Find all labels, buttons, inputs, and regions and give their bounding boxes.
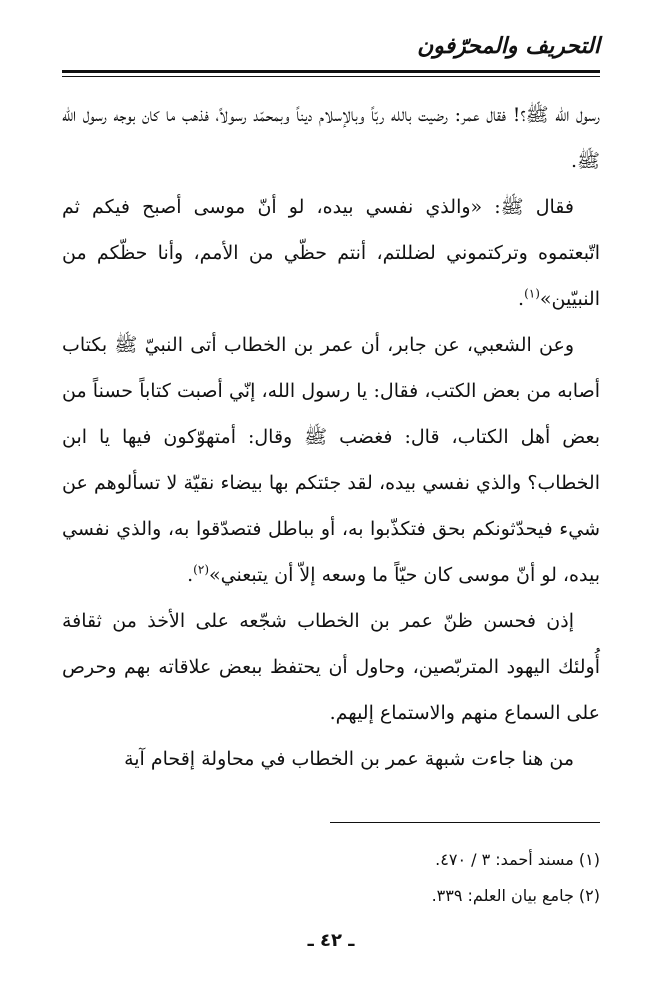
- footnote: (٢) جامع بيان العلم: ٣٣٩.: [431, 886, 600, 905]
- paragraph-text: فقال ﷺ: «والذي نفسي بيده، لو أنّ موسى أصبح فيكم ثم اتّبعتموه وتركتموني لضللتم، أنتم حظّي من الأمم، وأنا حظّكم من النبيّين»: [62, 196, 600, 310]
- footnote-ref: (١): [524, 286, 540, 301]
- paragraph-text: وعن الشعبي، عن جابر، أن عمر بن الخطاب أتى النبيّ ﷺ بكتاب أصابه من بعض الكتب، فقال: يا رسول الله، إنّي أصبت كتاباً حسناً من بعض أهل الكتاب، قال: فغضب ﷺ وقال: أمتهوّكون فيها يا ابن الخطاب؟ والذي نفسي بيده، لقد جئتكم بها بيضاء نقيّة لا تسألوهم عن شيء فيحدّثونكم بحق فتكذّبوا به، أو بباطل فتصدّقوا به، والذي نفسي بيده، لو أنّ موسى كان حيّاً ما وسعه إلاّ أن يتبعني»: [62, 334, 600, 586]
- footnote-rule: [330, 822, 600, 823]
- paragraph-text: إذن فحسن ظنّ عمر بن الخطاب شجّعه على الأخذ من ثقافة أُولئك اليهود المتربّصين، وحاول أن يحتفظ ببعض علاقاته بهم وحرص على السماع منهم والاستماع إليهم.: [62, 610, 600, 724]
- paragraph-text: من هنا جاءت شبهة عمر بن الخطاب في محاولة إقحام آية: [124, 748, 574, 770]
- paragraph: [62, 598, 600, 736]
- paragraph: وعن الشعبي، عن جابر، أن عمر بن الخطاب أتى النبيّ ﷺ بكتاب أصابه من بعض الكتب، فقال: يا رسول الله، إنّي أصبت كتاباً حسناً من بعض أهل الكتاب، قال: فغضب ﷺ وقال: أمتهوّكون فيها يا ابن الخطاب؟ والذي نفسي بيده، لقد جئتكم بها بيضاء نقيّة لا تسألوهم عن شيء فيحدّثونكم بحق فتكذّبوا به، أو بباطل فتصدّقوا به، والذي نفسي بيده، لو أنّ موسى كان حيّاً ما وسعه إلاّ أن يتبعني»$^{(٢)}$.: [62, 334, 600, 586]
- running-header: التحريف والمحرّفون: [417, 34, 600, 59]
- header-rule-thick: [62, 70, 600, 73]
- page-number: ـ ٤٢ ـ: [307, 930, 355, 951]
- body-text: [62, 92, 600, 782]
- paragraph: [62, 736, 600, 782]
- book-page: [62, 0, 600, 985]
- paragraph-text: رسول الله ﷺ؟! فقال عمر: رضيت بالله ربّاً وبالإسلام ديناً وبمحمّد رسولاً، فذهب ما كان بوجه رسول الله ﷺ.: [62, 104, 600, 172]
- paragraph: [62, 92, 600, 184]
- footnote: (١) مسند أحمد: ٣ / ٤٧٠.: [435, 850, 600, 869]
- footnotes: [62, 842, 600, 914]
- footnote-ref: (٢): [193, 562, 209, 577]
- header-rule-thin: [62, 76, 600, 77]
- paragraph: فقال ﷺ: «والذي نفسي بيده، لو أنّ موسى أصبح فيكم ثم اتّبعتموه وتركتموني لضللتم، أنتم حظّي من الأمم، وأنا حظّكم من النبيّين»$^{(١)}$.: [62, 196, 600, 310]
